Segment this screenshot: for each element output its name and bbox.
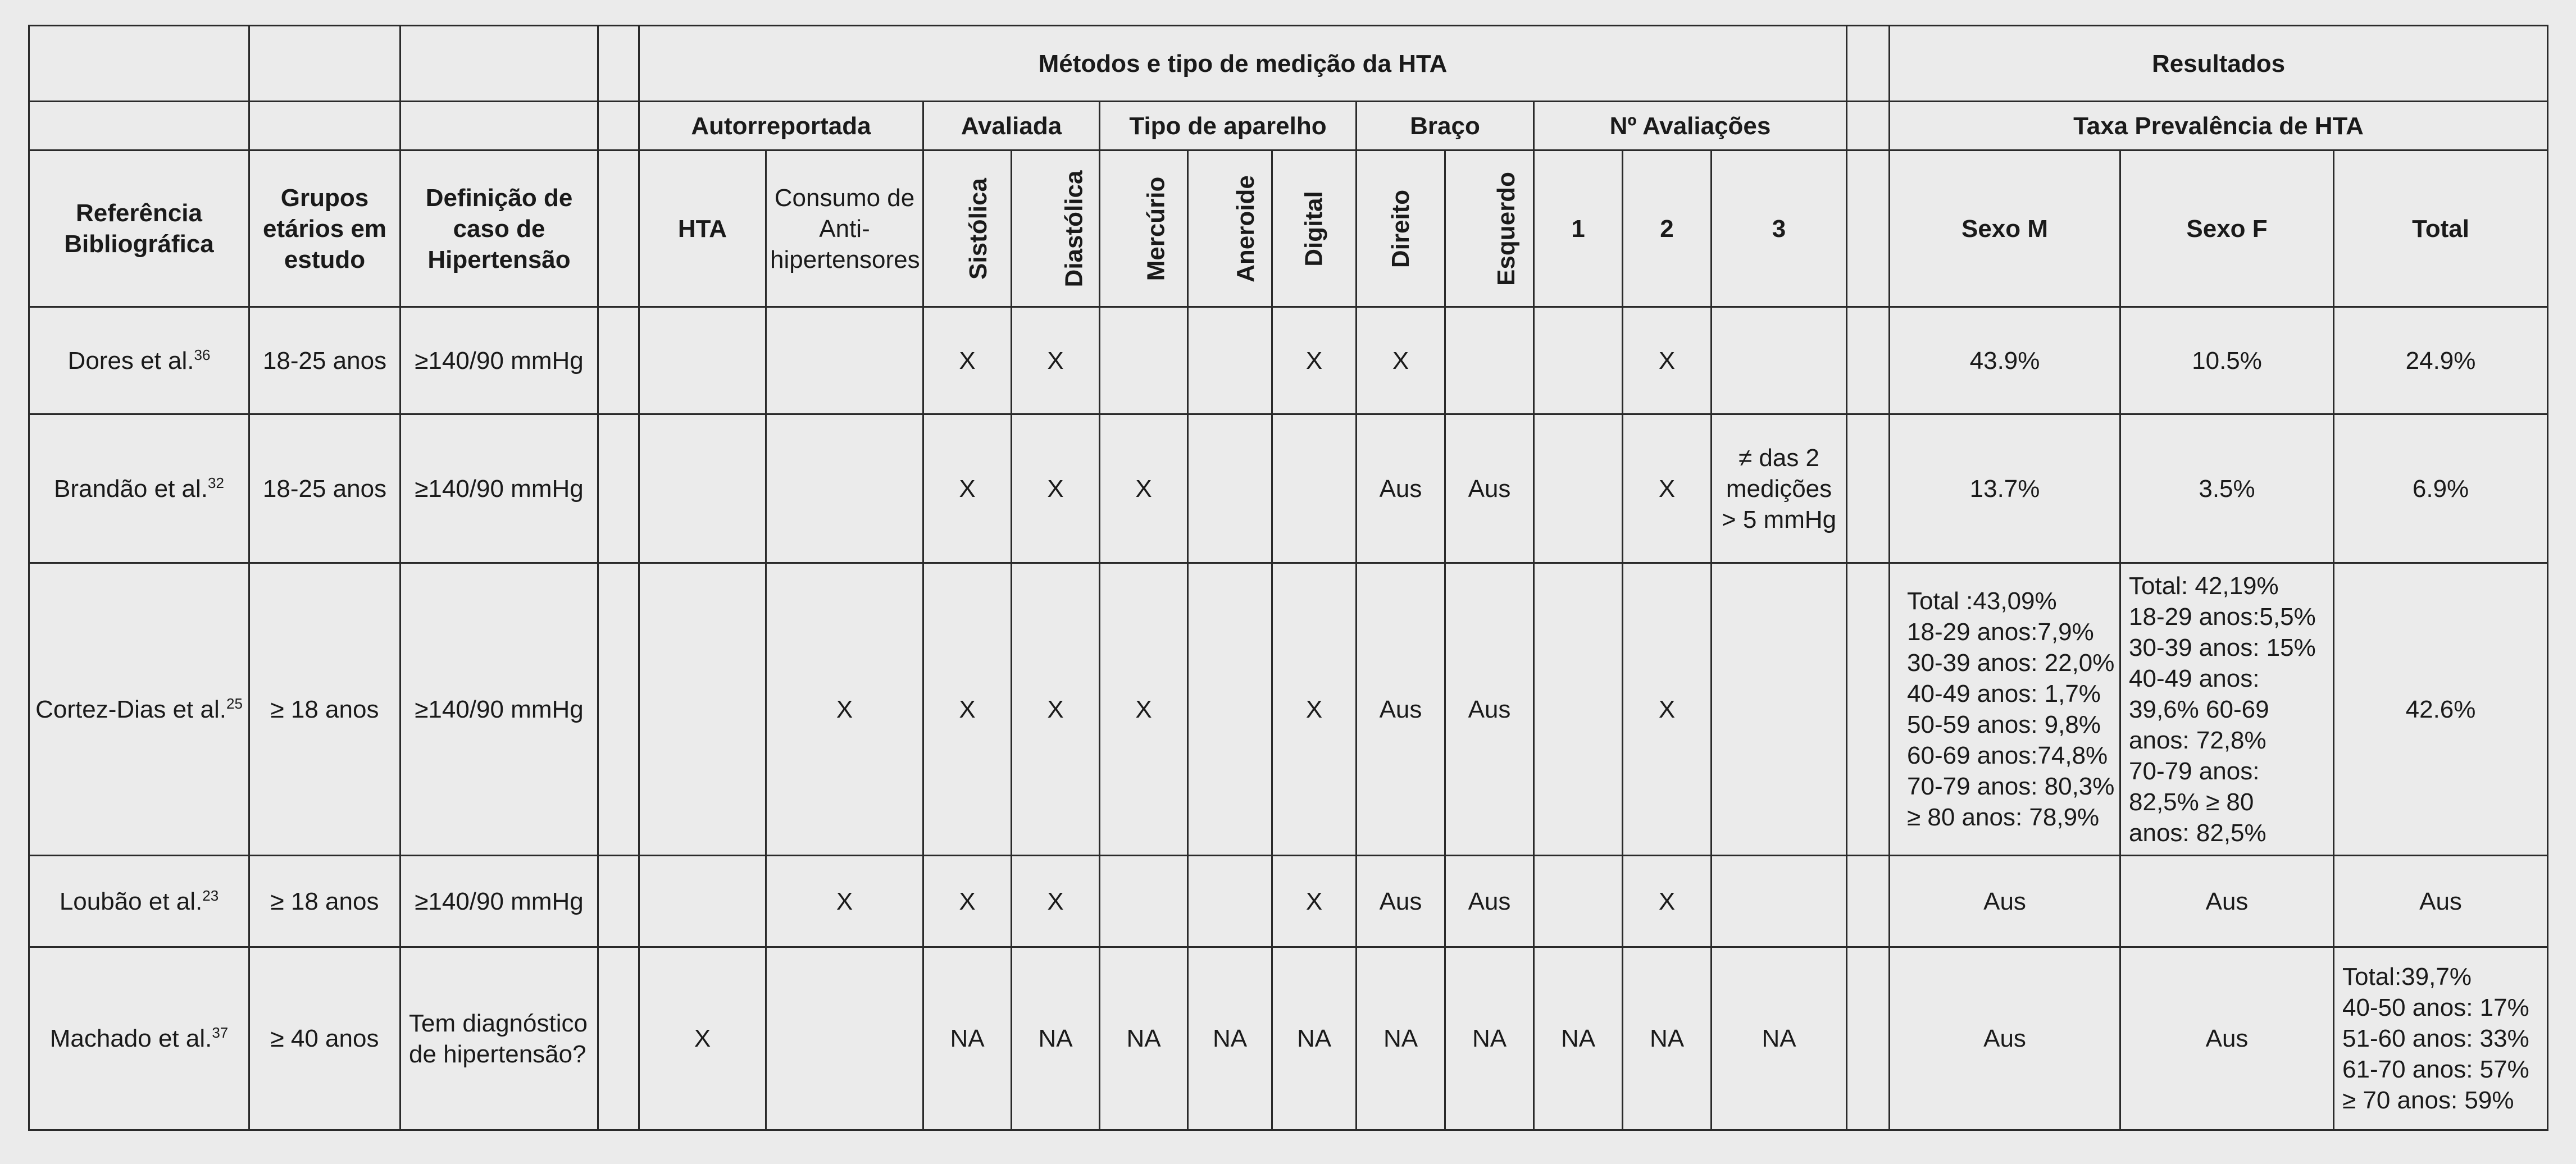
cell-hta <box>639 563 766 856</box>
cell-aneroide <box>1188 414 1272 563</box>
col-digital-label: Digital <box>1300 190 1328 267</box>
reference-name: Brandão et al. <box>54 474 208 503</box>
cell-total: 24.9% <box>2334 307 2548 414</box>
cell-grupos: 18-25 anos <box>249 414 400 563</box>
cell-sexo-f: 3.5% <box>2120 414 2334 563</box>
col-esquerdo-label: Esquerdo <box>1492 171 1520 286</box>
cell-referencia <box>29 856 249 947</box>
cell-direito: NA <box>1357 947 1445 1130</box>
cell-digital <box>1272 414 1357 563</box>
col-consumo-anti-hipertensores: Consumo de Anti-hipertensores <box>766 150 923 307</box>
col-aneroide <box>1188 150 1272 307</box>
cell-hta <box>639 414 766 563</box>
col-referencia: Referência Bibliográfica <box>29 150 249 307</box>
cell-av1 <box>1534 414 1623 563</box>
cell-av2: X <box>1623 563 1712 856</box>
cell-esquerdo: Aus <box>1445 414 1534 563</box>
cell-grupos: 18-25 anos <box>249 307 400 414</box>
reference-superscript: 32 <box>208 474 224 491</box>
cell-sistolica: X <box>923 414 1012 563</box>
col-definicao: Definição de caso de Hipertensão <box>400 150 598 307</box>
cell-av1 <box>1534 856 1623 947</box>
cell-spacer <box>598 947 639 1130</box>
col-mercurio-label: Mercúrio <box>1142 176 1170 281</box>
cell-sistolica: X <box>923 307 1012 414</box>
cell-consumo: X <box>766 563 923 856</box>
cell-digital: X <box>1272 307 1357 414</box>
cell-esquerdo: Aus <box>1445 856 1534 947</box>
group-autorreportada: Autorreportada <box>639 102 923 150</box>
col-total: Total <box>2334 150 2548 307</box>
group-avaliada: Avaliada <box>923 102 1100 150</box>
cell-spacer <box>1847 563 1890 856</box>
cell-sexo-m: 43.9% <box>1890 307 2120 414</box>
reference-name: Loubão et al. <box>59 887 203 915</box>
cell-av2: X <box>1623 414 1712 563</box>
col-sexo-f: Sexo F <box>2120 150 2334 307</box>
cell-sexo-m: 13.7% <box>1890 414 2120 563</box>
header-empty-cell <box>400 102 598 150</box>
cell-definicao: ≥140/90 mmHg <box>400 414 598 563</box>
cell-grupos: ≥ 40 anos <box>249 947 400 1130</box>
cell-esquerdo: NA <box>1445 947 1534 1130</box>
cell-spacer <box>1847 856 1890 947</box>
cell-digital: NA <box>1272 947 1357 1130</box>
cell-mercurio: X <box>1100 563 1188 856</box>
cell-sexo-f: 10.5% <box>2120 307 2334 414</box>
table-row <box>29 947 2548 1130</box>
header-row-2 <box>29 102 2548 150</box>
cell-digital: X <box>1272 856 1357 947</box>
cell-esquerdo <box>1445 307 1534 414</box>
cell-aneroide <box>1188 307 1272 414</box>
cell-spacer <box>598 307 639 414</box>
cell-esquerdo: Aus <box>1445 563 1534 856</box>
cell-mercurio: X <box>1100 414 1188 563</box>
cell-total: Aus <box>2334 856 2548 947</box>
cell-av1: NA <box>1534 947 1623 1130</box>
table-row <box>29 307 2548 414</box>
table-row <box>29 563 2548 856</box>
cell-av3 <box>1712 856 1847 947</box>
header-empty-cell <box>1847 102 1890 150</box>
cell-diastolica: X <box>1012 856 1100 947</box>
group-tipo-aparelho: Tipo de aparelho <box>1100 102 1357 150</box>
cell-sexo-f: Aus <box>2120 947 2334 1130</box>
cell-grupos: ≥ 18 anos <box>249 856 400 947</box>
cell-hta <box>639 307 766 414</box>
cell-spacer <box>1847 414 1890 563</box>
header-row-1 <box>29 26 2548 102</box>
cell-total: 6.9% <box>2334 414 2548 563</box>
cell-definicao: Tem diagnóstico de hipertensão? <box>400 947 598 1130</box>
cell-aneroide <box>1188 563 1272 856</box>
col-diastolica-label: Diastólica <box>1060 170 1088 287</box>
cell-definicao: ≥140/90 mmHg <box>400 856 598 947</box>
cell-consumo <box>766 414 923 563</box>
cell-sexo-m: Aus <box>1890 856 2120 947</box>
col-avaliacao-3: 3 <box>1712 150 1847 307</box>
cell-sistolica: X <box>923 856 1012 947</box>
cell-av1 <box>1534 307 1623 414</box>
group-n-avaliacoes: Nº Avaliações <box>1534 102 1847 150</box>
cell-diastolica: X <box>1012 414 1100 563</box>
cell-hta <box>639 856 766 947</box>
cell-definicao: ≥140/90 mmHg <box>400 563 598 856</box>
cell-mercurio: NA <box>1100 947 1188 1130</box>
col-hta: HTA <box>639 150 766 307</box>
cell-total: 42.6% <box>2334 563 2548 856</box>
cell-sexo-f: Total: 42,19% 18-29 anos:5,5% 30-39 anos: 15% 40-49 anos: 39,6% 60-69 anos: 72,8% 70-79 anos: 82,5% ≥ 80 anos: 82,5% <box>2120 563 2334 856</box>
header-empty-cell <box>598 150 639 307</box>
table-row <box>29 414 2548 563</box>
header-empty-cell <box>249 26 400 102</box>
cell-av3 <box>1712 563 1847 856</box>
cell-spacer <box>1847 947 1890 1130</box>
cell-total: Total:39,7% 40-50 anos: 17% 51-60 anos: 33% 61-70 anos: 57% ≥ 70 anos: 59% <box>2334 947 2548 1130</box>
col-sistolica <box>923 150 1012 307</box>
results-title: Resultados <box>1890 26 2548 102</box>
group-taxa-prevalencia: Taxa Prevalência de HTA <box>1890 102 2548 150</box>
cell-direito: Aus <box>1357 414 1445 563</box>
cell-referencia <box>29 414 249 563</box>
col-mercurio <box>1100 150 1188 307</box>
cell-sexo-m: Aus <box>1890 947 2120 1130</box>
cell-aneroide <box>1188 856 1272 947</box>
col-direito <box>1357 150 1445 307</box>
header-empty-cell <box>1847 150 1890 307</box>
header-empty-cell <box>249 102 400 150</box>
cell-hta: X <box>639 947 766 1130</box>
header-empty-cell <box>598 26 639 102</box>
reference-superscript: 37 <box>212 1024 229 1041</box>
cell-av2: X <box>1623 856 1712 947</box>
table-row <box>29 856 2548 947</box>
header-empty-cell <box>598 102 639 150</box>
cell-mercurio <box>1100 856 1188 947</box>
col-sistolica-label: Sistólica <box>964 177 992 280</box>
cell-consumo <box>766 307 923 414</box>
col-avaliacao-1: 1 <box>1534 150 1623 307</box>
cell-referencia <box>29 307 249 414</box>
reference-superscript: 25 <box>226 695 243 712</box>
cell-diastolica: NA <box>1012 947 1100 1130</box>
cell-digital: X <box>1272 563 1357 856</box>
cell-spacer <box>1847 307 1890 414</box>
cell-referencia <box>29 563 249 856</box>
cell-av1 <box>1534 563 1623 856</box>
cell-diastolica: X <box>1012 307 1100 414</box>
cell-direito: Aus <box>1357 856 1445 947</box>
col-avaliacao-2: 2 <box>1623 150 1712 307</box>
col-digital <box>1272 150 1357 307</box>
col-esquerdo <box>1445 150 1534 307</box>
methods-title: Métodos e tipo de medição da HTA <box>639 26 1847 102</box>
cell-av3: NA <box>1712 947 1847 1130</box>
cell-referencia <box>29 947 249 1130</box>
reference-name: Machado et al. <box>49 1025 212 1052</box>
col-diastolica <box>1012 150 1100 307</box>
hypertension-prevalence-table <box>28 25 2548 1131</box>
group-braco: Braço <box>1357 102 1534 150</box>
cell-direito: X <box>1357 307 1445 414</box>
cell-mercurio <box>1100 307 1188 414</box>
cell-definicao: ≥140/90 mmHg <box>400 307 598 414</box>
cell-spacer <box>598 856 639 947</box>
col-aneroide-label: Aneroide <box>1231 175 1259 282</box>
cell-av2: NA <box>1623 947 1712 1130</box>
cell-sistolica: X <box>923 563 1012 856</box>
header-empty-cell <box>29 26 249 102</box>
col-direito-label: Direito <box>1386 189 1414 268</box>
reference-superscript: 23 <box>202 887 219 904</box>
cell-grupos: ≥ 18 anos <box>249 563 400 856</box>
cell-av3: ≠ das 2 medições > 5 mmHg <box>1712 414 1847 563</box>
cell-direito: Aus <box>1357 563 1445 856</box>
header-row-3 <box>29 150 2548 307</box>
cell-av2: X <box>1623 307 1712 414</box>
cell-sexo-m: Total :43,09% 18-29 anos:7,9% 30-39 anos: 22,0% 40-49 anos: 1,7% 50-59 anos: 9,8% 60-69 anos:74,8% 70-79 anos: 80,3% ≥ 80 anos: 78,9% <box>1890 563 2120 856</box>
reference-name: Cortez-Dias et al. <box>35 695 226 723</box>
reference-superscript: 36 <box>194 346 211 363</box>
cell-consumo: X <box>766 856 923 947</box>
cell-consumo <box>766 947 923 1130</box>
cell-sexo-f: Aus <box>2120 856 2334 947</box>
header-empty-cell <box>29 102 249 150</box>
header-empty-cell <box>1847 26 1890 102</box>
cell-spacer <box>598 563 639 856</box>
col-sexo-m: Sexo M <box>1890 150 2120 307</box>
cell-sistolica: NA <box>923 947 1012 1130</box>
reference-name: Dores et al. <box>67 346 194 375</box>
cell-diastolica: X <box>1012 563 1100 856</box>
cell-spacer <box>598 414 639 563</box>
header-empty-cell <box>400 26 598 102</box>
cell-aneroide: NA <box>1188 947 1272 1130</box>
cell-av3 <box>1712 307 1847 414</box>
col-grupos-etarios: Grupos etários em estudo <box>249 150 400 307</box>
